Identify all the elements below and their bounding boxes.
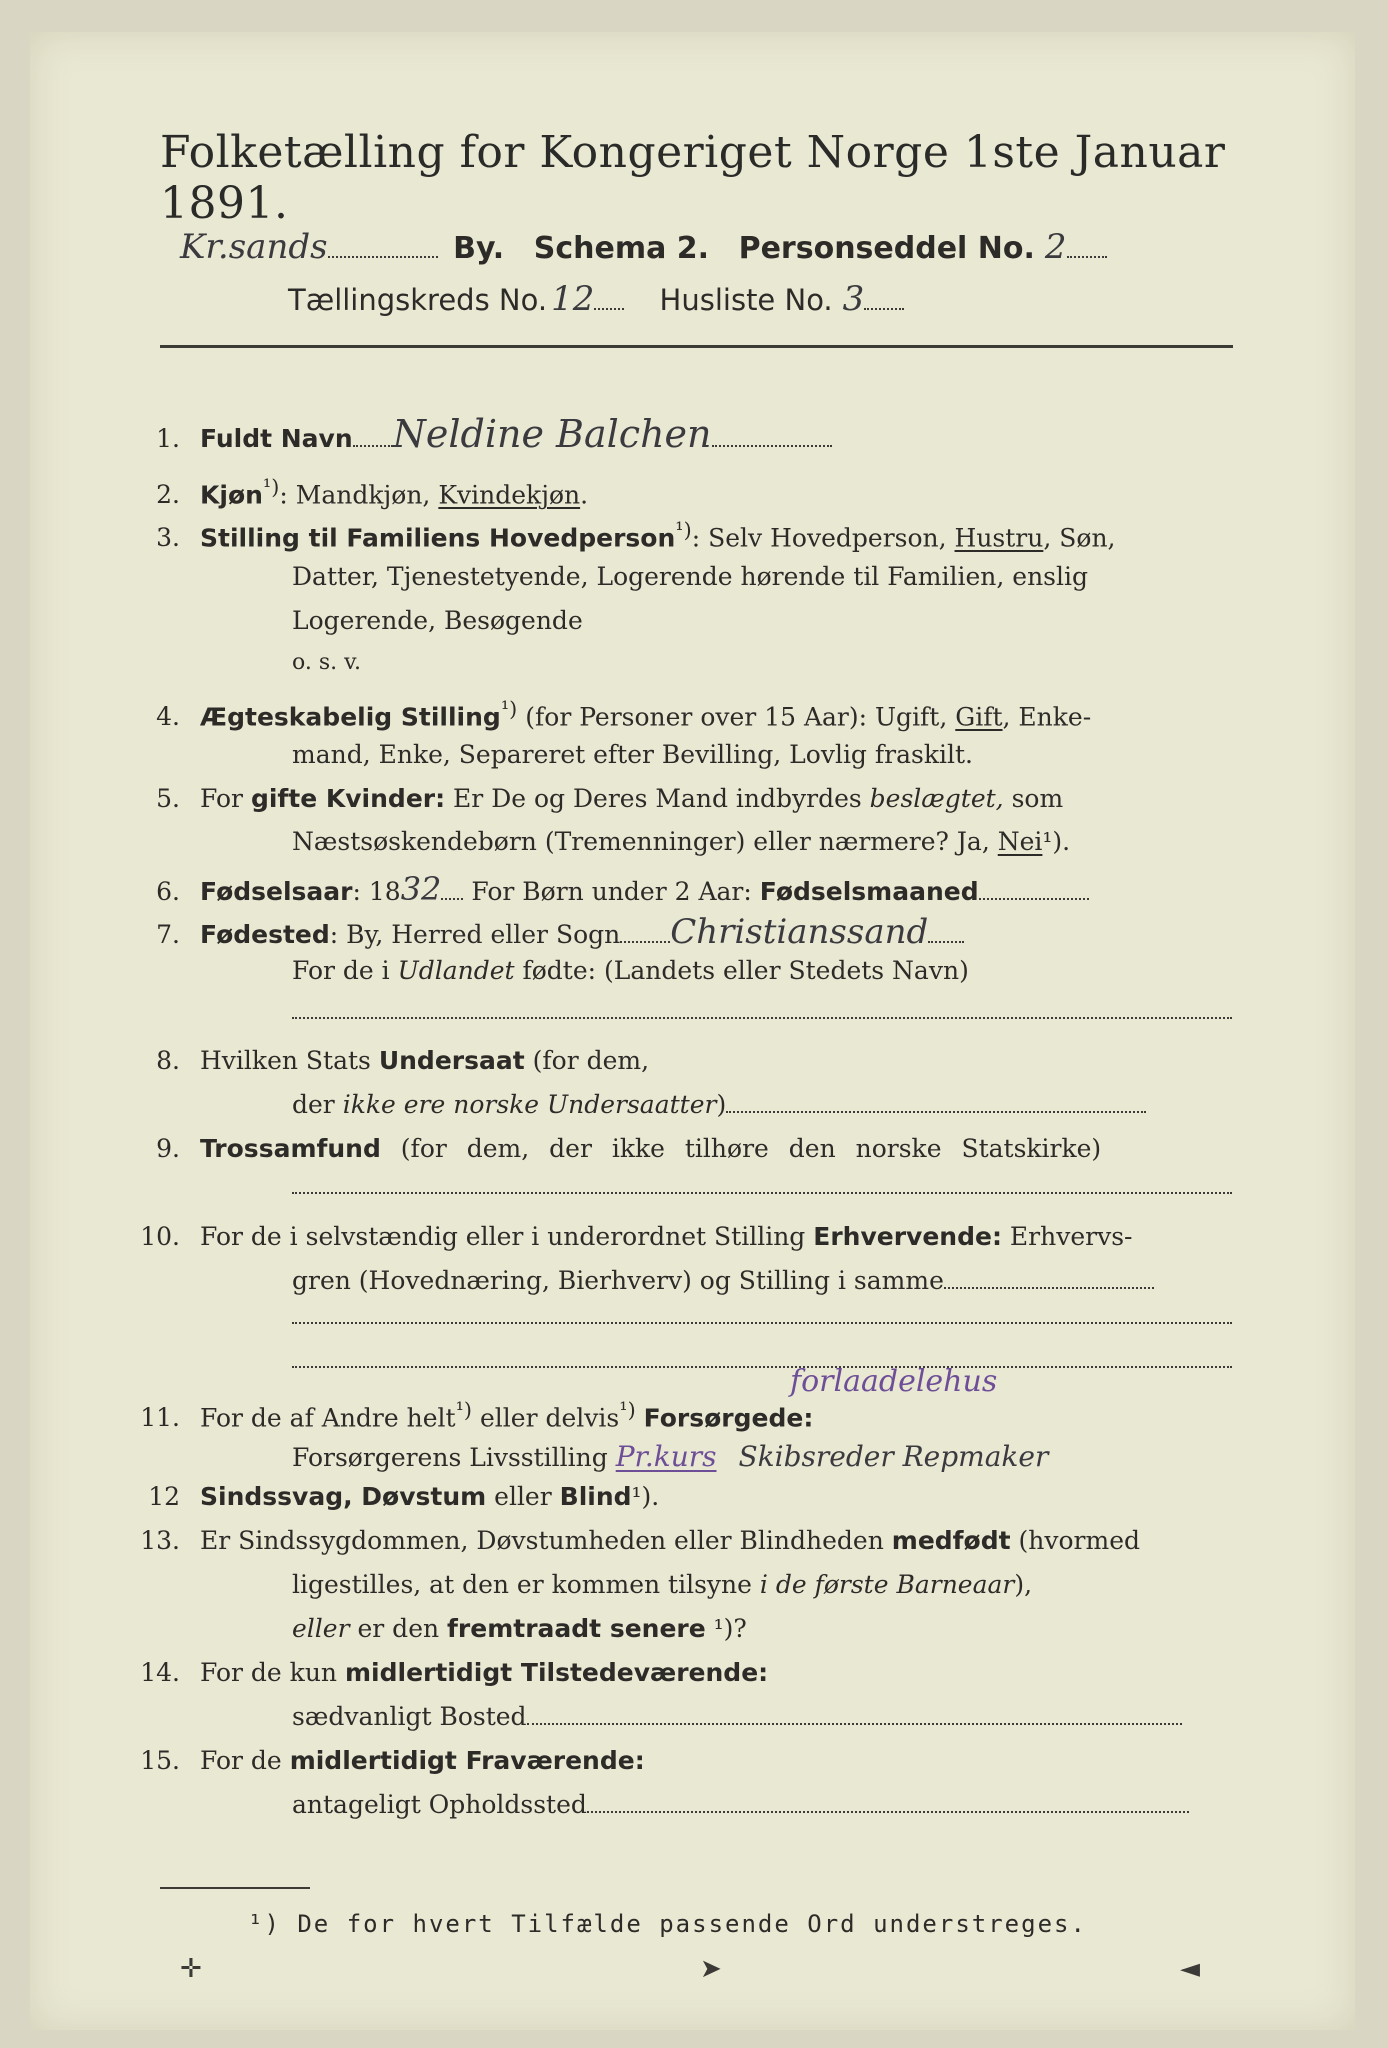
q13-line2it: i de første Barneaar bbox=[759, 1570, 1015, 1599]
q12-sup: ¹). bbox=[631, 1482, 660, 1511]
q12-bold2: Blind bbox=[559, 1482, 632, 1511]
q11-sup1: ¹) bbox=[455, 1398, 473, 1422]
q2-options: : Mandkjøn, bbox=[279, 480, 431, 510]
kreds-label: Tællingskreds No. bbox=[288, 283, 548, 317]
q5-label: For bbox=[200, 784, 243, 813]
q7-answer-line bbox=[292, 1017, 1232, 1019]
q5-line1end: som bbox=[1003, 784, 1064, 813]
q14-line2-row bbox=[292, 1702, 1182, 1731]
q6-bold2: Fødselsmaaned bbox=[759, 877, 979, 906]
q13-line3-row bbox=[292, 1614, 747, 1643]
header-rule bbox=[160, 345, 1233, 348]
footnote-text: ¹) De for hvert Tilfælde passende Ord understreges. bbox=[248, 1910, 1087, 1938]
q7-row bbox=[122, 912, 964, 952]
q4-number: 4. bbox=[156, 702, 180, 732]
q2-sup: ¹) bbox=[262, 475, 280, 499]
q15-line1a: For de bbox=[200, 1746, 282, 1775]
q1-label: Fuldt Navn bbox=[200, 424, 353, 453]
q3-line2: Datter, Tjenestetyende, Logerende hørende til Familien, enslig bbox=[292, 562, 1089, 591]
q14-line1a: For de kun bbox=[200, 1658, 338, 1687]
q2-row bbox=[122, 475, 588, 509]
q5-sup: ¹). bbox=[1042, 827, 1071, 856]
q3-line4: o. s. v. bbox=[292, 650, 361, 675]
q8-line2b: ) bbox=[716, 1090, 727, 1119]
q4-line1a: (for Personer over 15 Aar): Ugift, bbox=[517, 702, 948, 732]
city-line bbox=[180, 227, 1107, 267]
q10-line1b: Erhvervs- bbox=[1001, 1222, 1133, 1251]
q2-end: . bbox=[580, 480, 589, 510]
personseddel-label: Personseddel No. bbox=[738, 231, 1035, 266]
q6-number: 6. bbox=[156, 877, 180, 906]
q11-row bbox=[122, 1398, 813, 1432]
census-form bbox=[30, 32, 1355, 2030]
husliste-no: 3 bbox=[842, 279, 865, 319]
form-title: Folketælling for Kongeriget Norge 1ste Januar 1891. bbox=[160, 127, 1226, 229]
q5-number: 5. bbox=[156, 784, 180, 813]
q2-label: Kjøn bbox=[200, 480, 263, 510]
q9-label: Trossamfund bbox=[200, 1134, 381, 1163]
q10-row bbox=[122, 1222, 1132, 1251]
q11-line1b: eller delvis bbox=[472, 1403, 620, 1433]
q13-line3a: er den bbox=[349, 1614, 440, 1643]
q4-sup: ¹) bbox=[500, 697, 518, 721]
q8-number: 8. bbox=[156, 1046, 180, 1075]
q8-bold: Undersaat bbox=[378, 1046, 525, 1075]
q13-bold: medfødt bbox=[891, 1526, 1011, 1555]
q8-line1b: (for dem, bbox=[524, 1046, 650, 1075]
q2-number: 2. bbox=[156, 480, 180, 510]
q13-line2b: ), bbox=[1014, 1570, 1033, 1599]
q7-line2a: For de i bbox=[292, 956, 390, 985]
q8-line2it: ikke ere norske Undersaatter bbox=[342, 1090, 717, 1119]
q13-line3it: eller bbox=[292, 1614, 350, 1643]
q3-sup: ¹) bbox=[675, 518, 692, 542]
schema-label: Schema 2. bbox=[533, 231, 710, 266]
q10-answer-line-1 bbox=[292, 1322, 1232, 1324]
q4-row bbox=[122, 697, 1091, 731]
q4-line2: mand, Enke, Separeret efter Bevilling, Lovlig fraskilt. bbox=[292, 740, 973, 769]
husliste-label: Husliste No. bbox=[659, 283, 833, 317]
q12-number: 12 bbox=[148, 1482, 180, 1511]
q13-line3bold: fremtraadt senere bbox=[447, 1614, 706, 1643]
q5-row bbox=[122, 784, 1063, 813]
q10-line1a: For de i selvstændig eller i underordnet Stilling bbox=[200, 1222, 806, 1251]
q1-number: 1. bbox=[156, 424, 180, 453]
q13-line1a: Er Sindssygdommen, Døvstumheden eller Blindheden bbox=[200, 1526, 884, 1555]
q13-number: 13. bbox=[140, 1526, 180, 1555]
q8-row bbox=[122, 1046, 649, 1075]
q15-line2: antageligt Opholdssted bbox=[292, 1790, 587, 1819]
q10-answer-line-2 bbox=[292, 1366, 1232, 1368]
q3-label: Stilling til Familiens Hovedperson bbox=[200, 523, 676, 553]
q6-label: Fødselsaar bbox=[200, 877, 353, 906]
q2-selected: Kvindekjøn bbox=[438, 480, 581, 510]
q5-line2-row bbox=[292, 827, 1070, 856]
footnote-rule bbox=[160, 1887, 310, 1889]
q3-line3: Logerende, Besøgende bbox=[292, 606, 583, 635]
q4-selected: Gift bbox=[955, 702, 1003, 732]
q7-line2b: fødte: (Landets eller Stedets Navn) bbox=[514, 956, 969, 985]
q7-number: 7. bbox=[156, 920, 180, 949]
q7-rest: : By, Herred eller Sogn bbox=[329, 920, 621, 949]
q8-line2-row bbox=[292, 1090, 1146, 1119]
q12-row bbox=[122, 1482, 659, 1511]
q8-line2a: der bbox=[292, 1090, 335, 1119]
q14-line2: sædvanligt Bosted bbox=[292, 1702, 527, 1731]
q1-name-value: Neldine Balchen bbox=[392, 412, 712, 456]
q3-row bbox=[122, 518, 1116, 552]
q10-line2-row bbox=[292, 1266, 1154, 1295]
q11-number: 11. bbox=[140, 1403, 180, 1433]
q3-selected: Hustru bbox=[954, 523, 1044, 553]
q10-line2: gren (Hovednæring, Bierhverv) og Stilling i samme bbox=[292, 1266, 944, 1295]
q15-row bbox=[122, 1746, 645, 1775]
q11-line2-row bbox=[292, 1440, 1048, 1473]
q14-number: 14. bbox=[140, 1658, 180, 1687]
q13-line2a: ligestilles, at den er kommen tilsyne bbox=[292, 1570, 752, 1599]
q1-row bbox=[122, 412, 832, 456]
registration-mark-left: ✛ bbox=[180, 1954, 202, 1984]
q3-line1b: , Søn, bbox=[1043, 523, 1116, 553]
q13-row bbox=[122, 1526, 1140, 1555]
q9-answer-line bbox=[292, 1192, 1232, 1194]
q6-year-value: 32 bbox=[400, 870, 442, 908]
q12-bold: Sindssvag, Døvstum bbox=[200, 1482, 487, 1511]
q13-line1b: (hvormed bbox=[1010, 1526, 1141, 1555]
q11-line2: Forsørgerens Livsstilling bbox=[292, 1443, 608, 1472]
q9-row bbox=[122, 1134, 1101, 1163]
q11-bold: Forsørgede: bbox=[643, 1403, 814, 1433]
q7-birthplace-value: Christianssand bbox=[670, 912, 929, 952]
q14-row bbox=[122, 1658, 768, 1687]
q4-line1b: , Enke- bbox=[1002, 702, 1092, 732]
q10-number: 10. bbox=[140, 1222, 180, 1251]
q12-rest: eller bbox=[486, 1482, 552, 1511]
q5-italic: beslægtet, bbox=[869, 784, 1004, 813]
q6-rest: For Børn under 2 Aar: bbox=[471, 877, 752, 906]
q5-bold: gifte Kvinder: bbox=[250, 784, 446, 813]
q15-number: 15. bbox=[140, 1746, 180, 1775]
kreds-no: 12 bbox=[551, 279, 595, 319]
q4-label: Ægteskabelig Stilling bbox=[200, 702, 501, 732]
q5-line1: Er De og Deres Mand indbyrdes bbox=[445, 784, 862, 813]
q5-line2: Næstsøskendebørn (Tremenninger) eller nærmere? Ja, bbox=[292, 827, 990, 856]
q7-label: Fødested bbox=[200, 920, 330, 949]
q3-line1a: : Selv Hovedperson, bbox=[691, 523, 947, 553]
by-label: By. bbox=[453, 231, 505, 266]
q14-bold: midlertidigt Tilstedeværende: bbox=[344, 1658, 769, 1687]
registration-mark-right: ◄ bbox=[1180, 1954, 1200, 1984]
q7-line2-row bbox=[292, 956, 969, 985]
q11-sup2: ¹) bbox=[619, 1398, 636, 1422]
q11-handwritten-above: forlaadelehus bbox=[790, 1364, 998, 1399]
kreds-line bbox=[288, 279, 904, 319]
q6-row bbox=[122, 870, 1089, 908]
q5-selected: Nei bbox=[997, 827, 1043, 856]
q13-line2-row bbox=[292, 1570, 1032, 1599]
q11-line1a: For de af Andre helt bbox=[200, 1403, 456, 1433]
q9-rest: (for dem, der ikke tilhøre den norske Statskirke) bbox=[380, 1134, 1102, 1163]
q11-hand-value-a: Pr.kurs bbox=[615, 1440, 717, 1473]
q13-line3b: ¹)? bbox=[713, 1614, 747, 1643]
q10-bold: Erhvervende: bbox=[813, 1222, 1002, 1251]
q11-hand-value-b: Skibsreder Repmaker bbox=[738, 1440, 1049, 1473]
q15-line2-row bbox=[292, 1790, 1189, 1819]
q8-line1a: Hvilken Stats bbox=[200, 1046, 371, 1075]
registration-mark-center: ➤ bbox=[700, 1954, 722, 1984]
q15-bold: midlertidigt Fraværende: bbox=[289, 1746, 645, 1775]
q7-line2it: Udlandet bbox=[397, 956, 515, 985]
city-handwritten: Kr.sands bbox=[180, 227, 328, 267]
q6-prefix: : 18 bbox=[352, 877, 401, 906]
q3-number: 3. bbox=[156, 523, 180, 553]
q9-number: 9. bbox=[156, 1134, 180, 1163]
personseddel-no: 2 bbox=[1044, 227, 1067, 267]
